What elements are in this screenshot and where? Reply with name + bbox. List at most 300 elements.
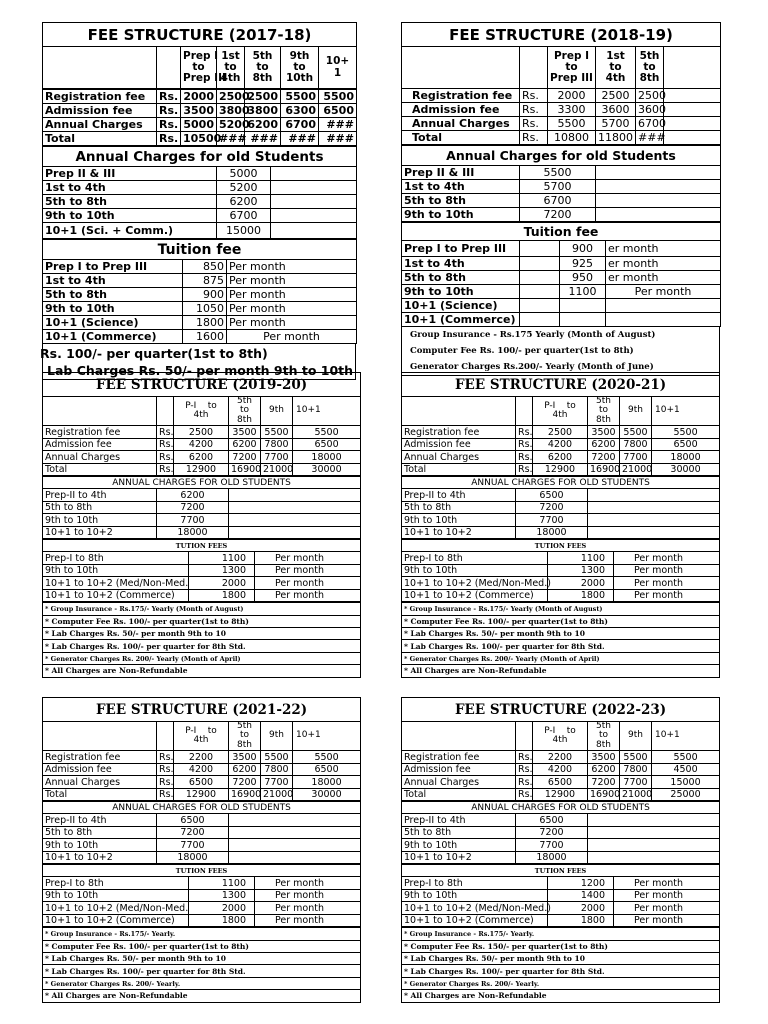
tuition-table — [401, 222, 721, 327]
cell: 6300 — [281, 104, 319, 118]
table-row — [43, 195, 357, 209]
row-label: 10+1 to 10+2 — [402, 526, 516, 539]
fee-table — [42, 372, 361, 476]
table-row — [43, 965, 361, 977]
section-heading: Annual Charges for old Students — [43, 147, 357, 167]
row-label: 9th to 10th — [43, 209, 217, 223]
unit: Rs. — [520, 89, 548, 103]
unit: Rs. — [516, 763, 533, 776]
section-heading: Tuition fee — [402, 223, 721, 241]
table-row — [402, 526, 720, 539]
note-line: * Generator Charges Rs. 200/- Yearly. — [402, 977, 720, 989]
cell: ### — [319, 132, 357, 146]
cell: 7200 — [229, 776, 261, 789]
cell: 3600 — [596, 103, 636, 117]
cell: 6500 — [319, 104, 357, 118]
row-label: Annual Charges — [402, 451, 516, 464]
note-line: Rs. 100/- per quarter(1st to 8th) — [40, 346, 268, 361]
cell: 3500 — [181, 104, 217, 118]
table-row — [43, 851, 361, 864]
col-header: 5th to 8th — [229, 722, 261, 751]
table-row — [43, 181, 357, 195]
row-label: Total — [43, 788, 157, 801]
row-label: Prep-II to 4th — [402, 489, 516, 502]
table-row — [43, 990, 361, 1002]
table-row — [43, 463, 361, 476]
block-title: FEE STRUCTURE (2022-23) — [402, 698, 720, 722]
row-label: 10+1 to 10+2 (Commerce) — [402, 589, 548, 602]
cell: 3500 — [588, 426, 620, 439]
table-row — [402, 914, 720, 927]
table-row — [43, 489, 361, 502]
table-row — [402, 751, 720, 764]
cell: 2500 — [636, 89, 664, 103]
table-row — [402, 271, 721, 285]
cell: 1800 — [189, 589, 255, 602]
row-label: Annual Charges — [43, 118, 157, 132]
per-month: Per month — [606, 285, 721, 299]
cell: 1050 — [183, 302, 227, 316]
fee-block-2021-22 — [42, 697, 360, 1003]
table-row — [43, 132, 357, 146]
col-header: 9th to 10th — [281, 47, 319, 89]
table-row — [402, 977, 720, 989]
col-header: 5th to 8th — [245, 47, 281, 89]
cell: 15000 — [217, 223, 271, 239]
cell: 3500 — [229, 426, 261, 439]
row-label: Prep-II to 4th — [43, 489, 157, 502]
cell: 7200 — [229, 451, 261, 464]
table-row — [402, 514, 720, 527]
per-month: er month — [606, 257, 721, 271]
section-heading: TUTION FEES — [43, 865, 361, 877]
per-month: Per month — [614, 902, 720, 915]
row-label: 9th to 10th — [43, 514, 157, 527]
row-label: 1st to 4th — [43, 181, 217, 195]
cell: ### — [319, 118, 357, 132]
unit: Rs. — [157, 104, 181, 118]
cell: 2000 — [548, 902, 614, 915]
cell: 2500 — [533, 426, 588, 439]
row-label: Annual Charges — [43, 776, 157, 789]
row-label: 1st to 4th — [402, 257, 520, 271]
cell: 18000 — [157, 526, 229, 539]
col-header: Prep I to Prep III — [181, 47, 217, 89]
note-line: * Lab Charges Rs. 100/- per quarter for 8th Std. — [402, 640, 720, 652]
cell: 5700 — [596, 117, 636, 131]
cell: 21000 — [620, 463, 652, 476]
cell: 5500 — [293, 426, 361, 439]
unit: Rs. — [157, 90, 181, 104]
per-month: Per month — [255, 877, 361, 890]
table-row — [43, 928, 361, 940]
tuition-table — [401, 864, 720, 927]
per-month: Per month — [614, 564, 720, 577]
cell: 15000 — [652, 776, 720, 789]
cell: 5200 — [217, 181, 271, 195]
cell: 2000 — [548, 89, 596, 103]
row-label: 5th to 8th — [43, 195, 217, 209]
row-label: 5th to 8th — [43, 288, 183, 302]
unit: Rs. — [157, 426, 174, 439]
cell: 6200 — [174, 451, 229, 464]
block-title: FEE STRUCTURE (2020-21) — [402, 373, 720, 397]
fee-rows — [42, 89, 357, 146]
cell: 7200 — [588, 776, 620, 789]
unit: Rs. — [516, 451, 533, 464]
row-label: 10+1 (Science) — [402, 299, 520, 313]
cell: 25000 — [652, 788, 720, 801]
fee-table — [42, 697, 361, 801]
row-label: 10+1 to 10+2 (Med/Non-Med. — [43, 902, 189, 915]
section-heading: ANNUAL CHARGES FOR OLD STUDENTS — [402, 802, 720, 814]
table-row — [402, 640, 720, 652]
per-month: Per month — [614, 914, 720, 927]
cell: 2500 — [217, 90, 245, 104]
cell: 3800 — [245, 104, 281, 118]
table-row — [402, 814, 720, 827]
table-row — [43, 451, 361, 464]
table-row — [402, 928, 720, 940]
note-line: * Lab Charges Rs. 100/- per quarter for 8th Std. — [43, 640, 361, 652]
cell: 1800 — [548, 914, 614, 927]
table-row — [43, 826, 361, 839]
table-row — [43, 274, 357, 288]
table-row — [43, 302, 357, 316]
table-row — [43, 940, 361, 952]
row-label: Prep-I to 8th — [402, 877, 548, 890]
per-month: Per month — [227, 330, 357, 344]
table-row — [402, 117, 721, 131]
notes-table — [401, 602, 720, 677]
note-line: * Computer Fee Rs. 100/- per quarter(1st to 8th) — [43, 940, 361, 952]
table-row — [402, 89, 721, 103]
section-heading: ANNUAL CHARGES FOR OLD STUDENTS — [43, 477, 361, 489]
cell: 1800 — [548, 589, 614, 602]
cell: 18000 — [652, 451, 720, 464]
row-label: Prep I to Prep III — [43, 260, 183, 274]
row-label: 9th to 10th — [43, 302, 183, 316]
block-title: FEE STRUCTURE (2017-18) — [43, 23, 357, 47]
cell: 2000 — [189, 902, 255, 915]
row-label: Annual Charges — [402, 117, 520, 131]
table-row — [402, 426, 720, 439]
table-row — [43, 438, 361, 451]
note-line: * Group Insurance - Rs.175/- Yearly. — [43, 928, 361, 940]
row-label: 9th to 10th — [402, 564, 548, 577]
row-label: 10+1 (Commerce) — [43, 330, 183, 344]
row-label: Prep-I to 8th — [43, 552, 189, 565]
table-row — [43, 839, 361, 852]
cell: 6500 — [516, 814, 588, 827]
cell: 7700 — [157, 514, 229, 527]
unit: Rs. — [157, 763, 174, 776]
old-students-table — [401, 476, 720, 539]
table-row — [43, 260, 357, 274]
row-label: Prep-I to 8th — [402, 552, 548, 565]
cell: 1100 — [548, 552, 614, 565]
table-row — [43, 877, 361, 890]
old-students-table — [401, 801, 720, 864]
table-row — [43, 552, 361, 565]
note-line: * All Charges are Non-Refundable — [43, 990, 361, 1002]
cell: 10500 — [181, 132, 217, 146]
cell: 12900 — [174, 463, 229, 476]
cell: 5500 — [620, 751, 652, 764]
tuition-table — [42, 864, 361, 927]
table-row — [43, 288, 357, 302]
row-label: Prep-II to 4th — [402, 814, 516, 827]
col-header: 9th — [620, 722, 652, 751]
cell: 7200 — [157, 501, 229, 514]
table-row — [43, 776, 361, 789]
cell: 850 — [183, 260, 227, 274]
cell: 6500 — [533, 776, 588, 789]
tuition-table — [42, 539, 361, 602]
per-month: Per month — [227, 316, 357, 330]
table-row — [402, 180, 721, 194]
row-label: Prep II & III — [43, 167, 217, 181]
row-label: Admission fee — [43, 104, 157, 118]
note-line: * Group Insurance - Rs.175/- Yearly. — [402, 928, 720, 940]
note-line: * Lab Charges Rs. 50/- per month 9th to 10 — [402, 628, 720, 640]
table-row — [402, 194, 721, 208]
row-label: 5th to 8th — [402, 501, 516, 514]
cell: 6200 — [229, 438, 261, 451]
section-heading: TUTION FEES — [402, 865, 720, 877]
cell: 6200 — [157, 489, 229, 502]
table-row — [402, 166, 721, 180]
table-row — [43, 763, 361, 776]
cell: 5200 — [217, 118, 245, 132]
col-header: 10+1 — [293, 397, 361, 426]
old-students-table — [42, 146, 357, 239]
fee-table — [401, 697, 720, 801]
cell: 6200 — [217, 195, 271, 209]
cell: 2200 — [533, 751, 588, 764]
table-row — [402, 877, 720, 890]
row-label: 5th to 8th — [402, 194, 520, 208]
per-month: Per month — [255, 589, 361, 602]
note-line: * Lab Charges Rs. 50/- per month 9th to 10 — [402, 953, 720, 965]
table-row — [402, 776, 720, 789]
cell: 18000 — [293, 776, 361, 789]
table-row — [43, 104, 357, 118]
note-line: Computer Fee Rs. 100/- per quarter(1st to 8th) — [410, 346, 634, 356]
table-row — [402, 451, 720, 464]
cell: 4200 — [174, 438, 229, 451]
note-line: * Lab Charges Rs. 50/- per month 9th to 10 — [43, 953, 361, 965]
col-header: 5th to 8th — [588, 397, 620, 426]
cell: 5500 — [652, 426, 720, 439]
row-label: 10+1 (Science) — [43, 316, 183, 330]
fee-block-2017-18 — [42, 22, 356, 380]
cell: 6200 — [229, 763, 261, 776]
section-heading: Tuition fee — [43, 240, 357, 260]
row-label: 9th to 10th — [402, 208, 520, 222]
note-line: * Generator Charges Rs. 200/- Yearly (Month of April) — [43, 652, 361, 664]
col-header: 5th to 8th — [636, 47, 664, 89]
row-label: 5th to 8th — [402, 826, 516, 839]
cell: 7700 — [261, 776, 293, 789]
cell: ### — [281, 132, 319, 146]
row-label: 9th to 10th — [43, 564, 189, 577]
note-line: * Computer Fee Rs. 100/- per quarter(1st to 8th) — [43, 615, 361, 627]
row-label: Total — [43, 463, 157, 476]
unit: Rs. — [516, 438, 533, 451]
cell: 6500 — [516, 489, 588, 502]
row-label: 5th to 8th — [43, 501, 157, 514]
cell: 1100 — [189, 877, 255, 890]
table-row — [43, 615, 361, 627]
unit: Rs. — [157, 788, 174, 801]
per-month: Per month — [255, 889, 361, 902]
cell: 950 — [560, 271, 606, 285]
cell: 1300 — [189, 889, 255, 902]
table-row — [402, 990, 720, 1002]
cell: 7200 — [588, 451, 620, 464]
cell: 7800 — [261, 763, 293, 776]
cell: 18000 — [516, 526, 588, 539]
col-header: P-I to 4th — [174, 397, 229, 426]
row-label: Total — [402, 463, 516, 476]
cell: 5500 — [319, 90, 357, 104]
block-title: FEE STRUCTURE (2019-20) — [43, 373, 361, 397]
cell: 16900 — [229, 788, 261, 801]
col-header: 9th — [261, 397, 293, 426]
cell: 6200 — [588, 763, 620, 776]
unit: Rs. — [157, 751, 174, 764]
table-row — [43, 652, 361, 664]
cell: 7200 — [520, 208, 596, 222]
cell: 5500 — [293, 751, 361, 764]
row-label: Prep-II to 4th — [43, 814, 157, 827]
row-label: 9th to 10th — [402, 285, 520, 299]
row-label: 1st to 4th — [402, 180, 520, 194]
row-label: 9th to 10th — [402, 839, 516, 852]
cell: ### — [245, 132, 281, 146]
note-line: * All Charges are Non-Refundable — [43, 665, 361, 677]
cell: 12900 — [533, 788, 588, 801]
cell: 7800 — [620, 763, 652, 776]
fee-table — [401, 372, 720, 476]
table-row — [43, 589, 361, 602]
row-label: Admission fee — [43, 438, 157, 451]
cell: 16900 — [588, 463, 620, 476]
cell: 4200 — [533, 763, 588, 776]
per-month: Per month — [255, 902, 361, 915]
table-row — [402, 313, 721, 327]
cell: 7700 — [516, 514, 588, 527]
cell: 7700 — [157, 839, 229, 852]
table-row — [402, 208, 721, 222]
cell: 6500 — [157, 814, 229, 827]
table-row — [43, 914, 361, 927]
cell: 2500 — [596, 89, 636, 103]
col-header: P-I to 4th — [174, 722, 229, 751]
per-month: Per month — [614, 552, 720, 565]
cell: 5500 — [620, 426, 652, 439]
cell: 5700 — [520, 180, 596, 194]
cell: 5500 — [520, 166, 596, 180]
cell: 18000 — [157, 851, 229, 864]
cell: 6700 — [281, 118, 319, 132]
block-title: FEE STRUCTURE (2018-19) — [402, 23, 721, 47]
row-label: 10+1 to 10+2 — [402, 851, 516, 864]
cell: 11800 — [596, 131, 636, 145]
tuition-table — [401, 539, 720, 602]
row-label: 1st to 4th — [43, 274, 183, 288]
fee-table — [401, 22, 721, 145]
note-line: * Lab Charges Rs. 50/- per month 9th to 10 — [43, 628, 361, 640]
cell: 5500 — [261, 751, 293, 764]
table-row — [43, 902, 361, 915]
unit: Rs. — [516, 788, 533, 801]
table-row — [402, 851, 720, 864]
note-line: * Group Insurance - Rs.175/- Yearly (Month of August) — [43, 603, 361, 615]
row-label: 9th to 10th — [402, 889, 548, 902]
cell: 7200 — [516, 826, 588, 839]
row-label: Prep II & III — [402, 166, 520, 180]
col-header: 9th — [261, 722, 293, 751]
col-header: 5th to 8th — [588, 722, 620, 751]
note-line: * All Charges are Non-Refundable — [402, 990, 720, 1002]
note-line: * Generator Charges Rs. 200/- Yearly (Month of April) — [402, 652, 720, 664]
note-line: * All Charges are Non-Refundable — [402, 665, 720, 677]
cell: 6200 — [533, 451, 588, 464]
cell: 925 — [560, 257, 606, 271]
cell: ### — [217, 132, 245, 146]
unit: Rs. — [157, 118, 181, 132]
per-month: Per month — [227, 302, 357, 316]
row-label: Total — [43, 132, 157, 146]
cell: 3600 — [636, 103, 664, 117]
cell: 12900 — [533, 463, 588, 476]
note-line: * Computer Fee Rs. 100/- per quarter(1st to 8th) — [402, 615, 720, 627]
table-row — [43, 501, 361, 514]
table-row — [402, 902, 720, 915]
table-row — [402, 665, 720, 677]
row-label: Annual Charges — [402, 776, 516, 789]
cell: 2500 — [245, 90, 281, 104]
cell: 21000 — [261, 463, 293, 476]
notes-table — [42, 602, 361, 677]
row-label: 10+1 to 10+2 (Commerce) — [43, 914, 189, 927]
per-month: Per month — [255, 564, 361, 577]
section-heading: TUTION FEES — [43, 540, 361, 552]
cell: 7800 — [620, 438, 652, 451]
table-row — [43, 640, 361, 652]
row-label: 9th to 10th — [43, 889, 189, 902]
table-row — [402, 241, 721, 257]
table-row — [402, 763, 720, 776]
cell: 3500 — [588, 751, 620, 764]
table-row — [402, 652, 720, 664]
col-header: 10+1 — [652, 397, 720, 426]
row-label: 5th to 8th — [402, 271, 520, 285]
note-line: * Lab Charges Rs. 100/- per quarter for 8th Std. — [402, 965, 720, 977]
note-line: Generator Charges Rs.200/- Yearly (Month of June) — [410, 362, 654, 372]
col-header: Prep I to Prep III — [548, 47, 596, 89]
row-label: Registration fee — [43, 751, 157, 764]
table-row — [43, 426, 361, 439]
row-label: Annual Charges — [43, 451, 157, 464]
cell: 6200 — [588, 438, 620, 451]
fee-block-2020-21 — [401, 372, 719, 678]
table-row — [43, 577, 361, 590]
table-row — [402, 889, 720, 902]
table-row — [402, 603, 720, 615]
